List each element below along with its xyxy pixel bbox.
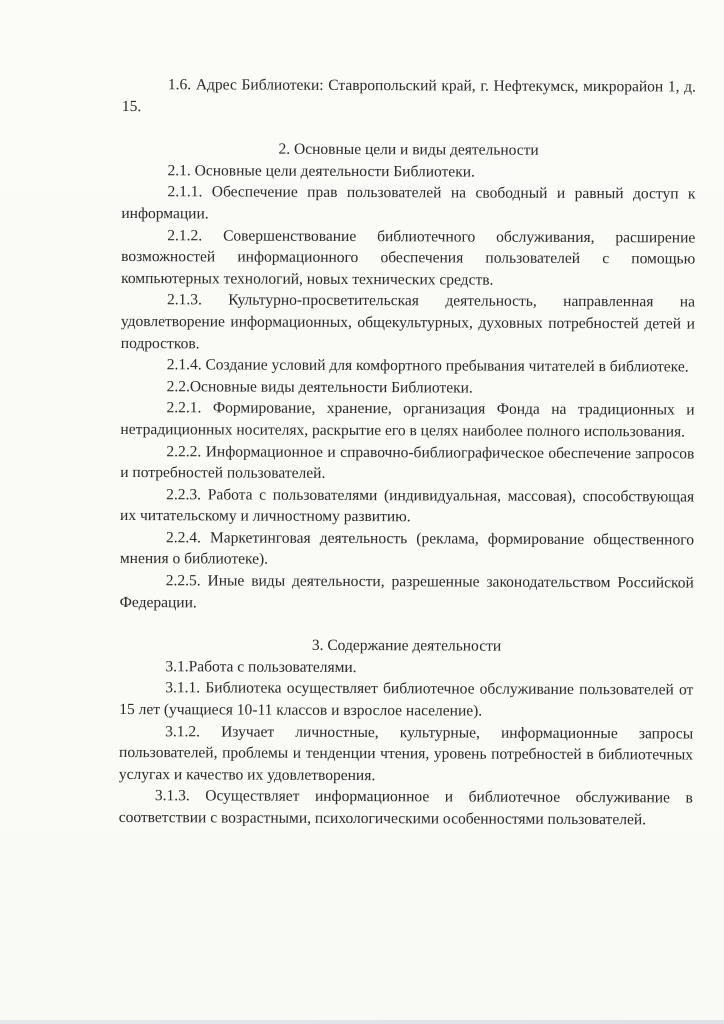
section-heading: 2. Основные цели и виды деятельности [278, 140, 539, 160]
paragraph: 3.1.3. Осуществляет информационное и библиотечное обслуживание в соответствии с возрастными, психологическими особенностями пользователей. [118, 787, 693, 829]
paragraph: 2.1.1. Обеспечение прав пользователей на свободный и равный доступ к информации. [121, 183, 696, 223]
paragraph: 2.2.1. Формирование, хранение, организация Фонда на традиционных и нетрадиционных носителях, раскрытие его в целях наиболее полного использования. [120, 399, 695, 441]
paragraph: 2.1.3. Культурно-просветительская деятельность, направленная на удовлетворение информационных, общекультурных, духовных потребностей детей и подростков. [120, 291, 696, 352]
paragraph: 1.6. Адрес Библиотеки: Ставропольский край, г. Нефтекумск, микрорайон 1, д. 15. [121, 76, 696, 115]
paragraph: 2.2.2. Информационное и справочно-библиографическое обеспечение запросов и потребностей пользователей. [120, 442, 695, 482]
section-heading: 3. Содержание деятельности [311, 637, 502, 655]
document-body [119, 74, 696, 831]
paragraph: 2.1.2. Совершенствование библиотечного обслуживания, расширение возможностей информационного обеспечения пользователей с помощью компьютерных технологий, новых технических средств. [121, 226, 696, 289]
scan-edge [0, 1020, 724, 1024]
paragraph: 2.2.4. Маркетинговая деятельность (реклама, формирование общественного мнения о библиотеке). [119, 529, 695, 569]
paragraph: 2.1. Основные цели деятельности Библиотеки. [167, 161, 475, 181]
paragraph-gap [122, 117, 696, 141]
paragraph: 3.1.Работа с пользователями. [165, 658, 357, 676]
paragraph-gap [120, 613, 694, 637]
paragraph: 2.2.5. Иные виды деятельности, разрешенные законодательством Российской Федерации. [119, 572, 694, 611]
paragraph: 3.1.2. Изучает личностные, культурные, информационные запросы пользователей, проблемы и тенденции чтения, уровень потребностей в библиотечных услугах и качество их удовлетворения. [118, 722, 694, 784]
paragraph: 2.2.Основные виды деятельности Библиотеки. [166, 377, 473, 397]
paragraph: 2.2.3. Работа с пользователями (индивидуальная, массовая), способствующая их читательскому и личностному развитию. [120, 485, 695, 526]
paragraph: 2.1.4. Создание условий для комфортного пребывания читателей в библиотеке. [166, 356, 689, 376]
paragraph: 3.1.1. Библиотека осуществляет библиотечное обслуживание пользователей от 15 лет (учащиеся 10-11 классов и взрослое население). [119, 679, 694, 720]
